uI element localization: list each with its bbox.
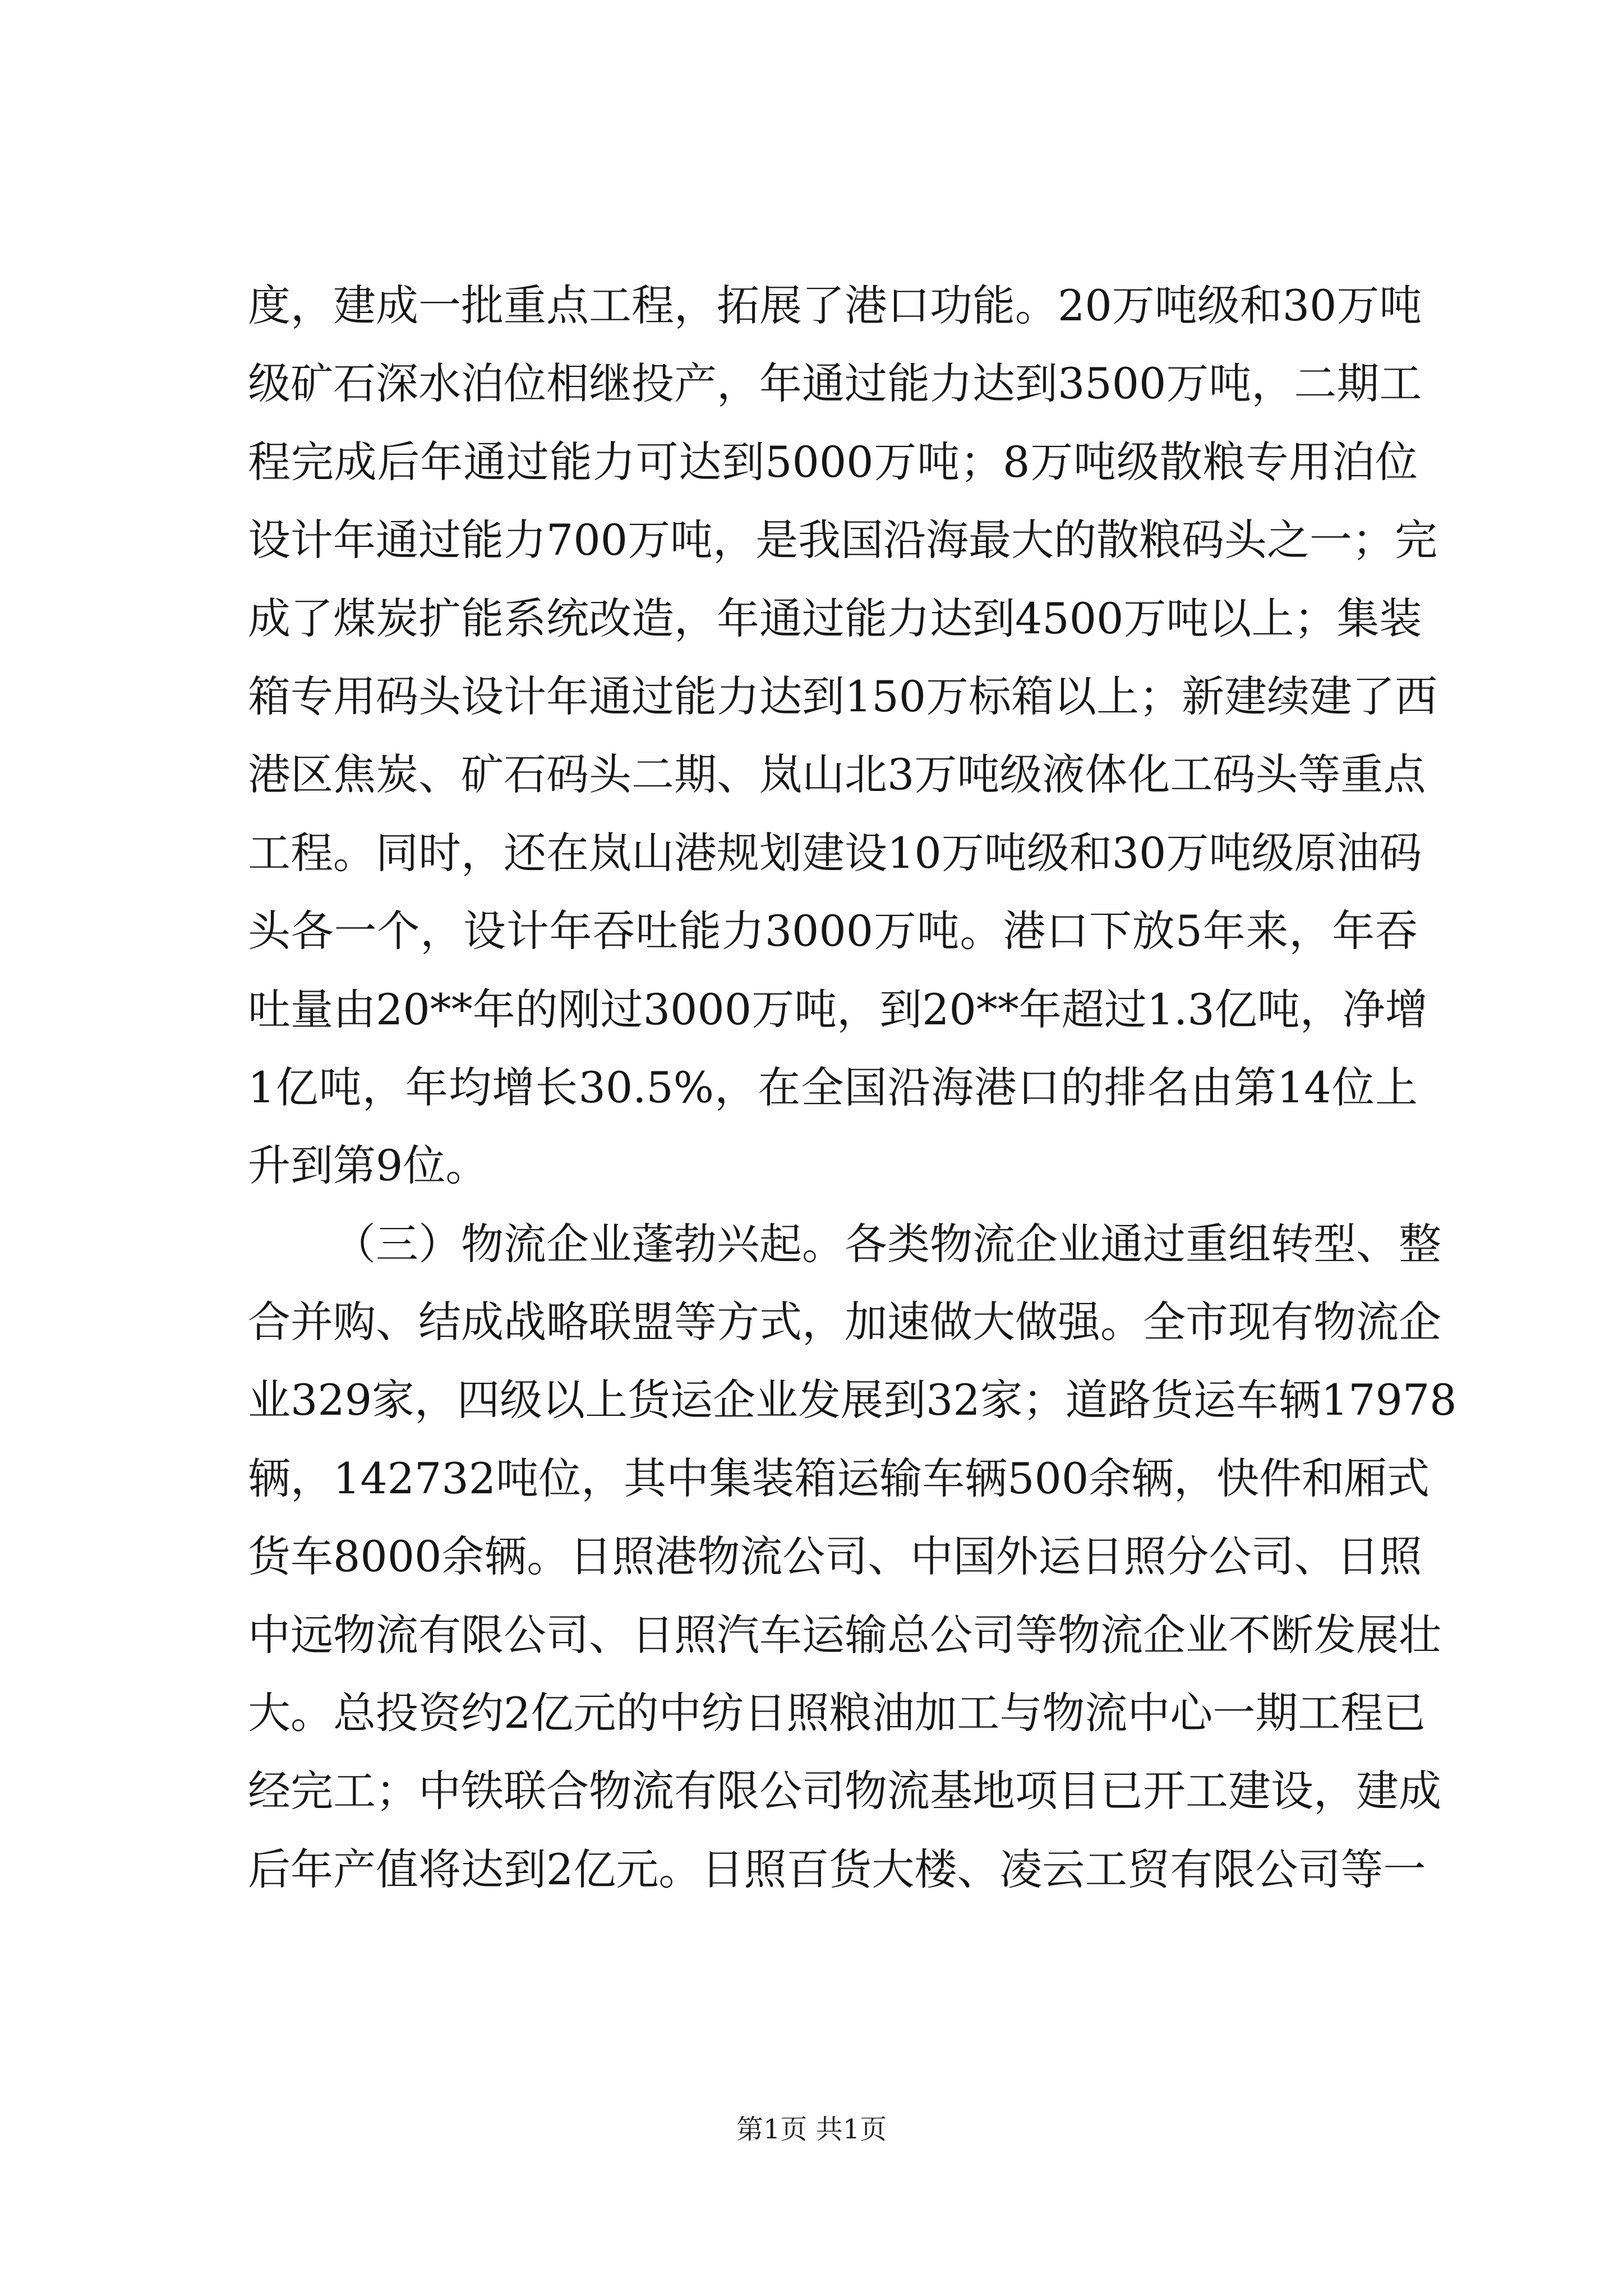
text-line: 升到第9位。 — [248, 1140, 488, 1191]
text-line: 箱专用码头设计年通过能力达到150万标箱以上；新建续建了西 — [248, 671, 1438, 721]
text-line: 业329家，四级以上货运企业发展到32家；道路货运车辆17978 — [248, 1375, 1457, 1425]
section-heading-line: （三）物流企业蓬勃兴起。各类物流企业通过重组转型、整 — [333, 1218, 1441, 1269]
text-line: 辆，142732吨位，其中集装箱运输车辆500余辆，快件和厢式 — [248, 1453, 1430, 1503]
text-line: 工程。同时，还在岚山港规划建设10万吨级和30万吨级原油码 — [248, 827, 1422, 878]
text-line: 度，建成一批重点工程，拓展了港口功能。20万吨级和30万吨 — [248, 280, 1422, 330]
document-body — [248, 266, 1457, 1908]
text-line: 程完成后年通过能力可达到5000万吨；8万吨级散粮专用泊位 — [248, 436, 1418, 487]
text-line: 级矿石深水泊位相继投产，年通过能力达到3500万吨，二期工 — [248, 358, 1422, 409]
text-line: 成了煤炭扩能系统改造，年通过能力达到4500万吨以上；集装 — [248, 593, 1422, 643]
text-line: 1亿吨，年均增长30.5%，在全国沿海港口的排名由第14位上 — [248, 1062, 1418, 1112]
text-line: 大。总投资约2亿元的中纺日照粮油加工与物流中心一期工程已 — [248, 1688, 1426, 1738]
text-line: 合并购、结成战略联盟等方式，加速做大做强。全市现有物流企 — [248, 1297, 1441, 1347]
text-line: 货车8000余辆。日照港物流公司、中国外运日照分公司、日照 — [248, 1531, 1422, 1582]
text-line: 后年产值将达到2亿元。日照百货大楼、凌云工贸有限公司等一 — [248, 1844, 1426, 1894]
text-line: 头各一个，设计年吞吐能力3000万吨。港口下放5年来，年吞 — [248, 906, 1418, 956]
text-line: 经完工；中铁联合物流有限公司物流基地项目已开工建设，建成 — [248, 1766, 1441, 1816]
text-line: 吐量由20**年的刚过3000万吨，到20**年超过1.3亿吨，净增 — [248, 984, 1428, 1034]
text-line: 港区焦炭、矿石码头二期、岚山北3万吨级液体化工码头等重点 — [248, 749, 1426, 800]
page-number-footer: 第1页 共1页 — [736, 2114, 887, 2145]
text-line: 中远物流有限公司、日照汽车运输总公司等物流企业不断发展壮 — [248, 1609, 1441, 1660]
text-line: 设计年通过能力700万吨，是我国沿海最大的散粮码头之一；完 — [248, 515, 1438, 565]
